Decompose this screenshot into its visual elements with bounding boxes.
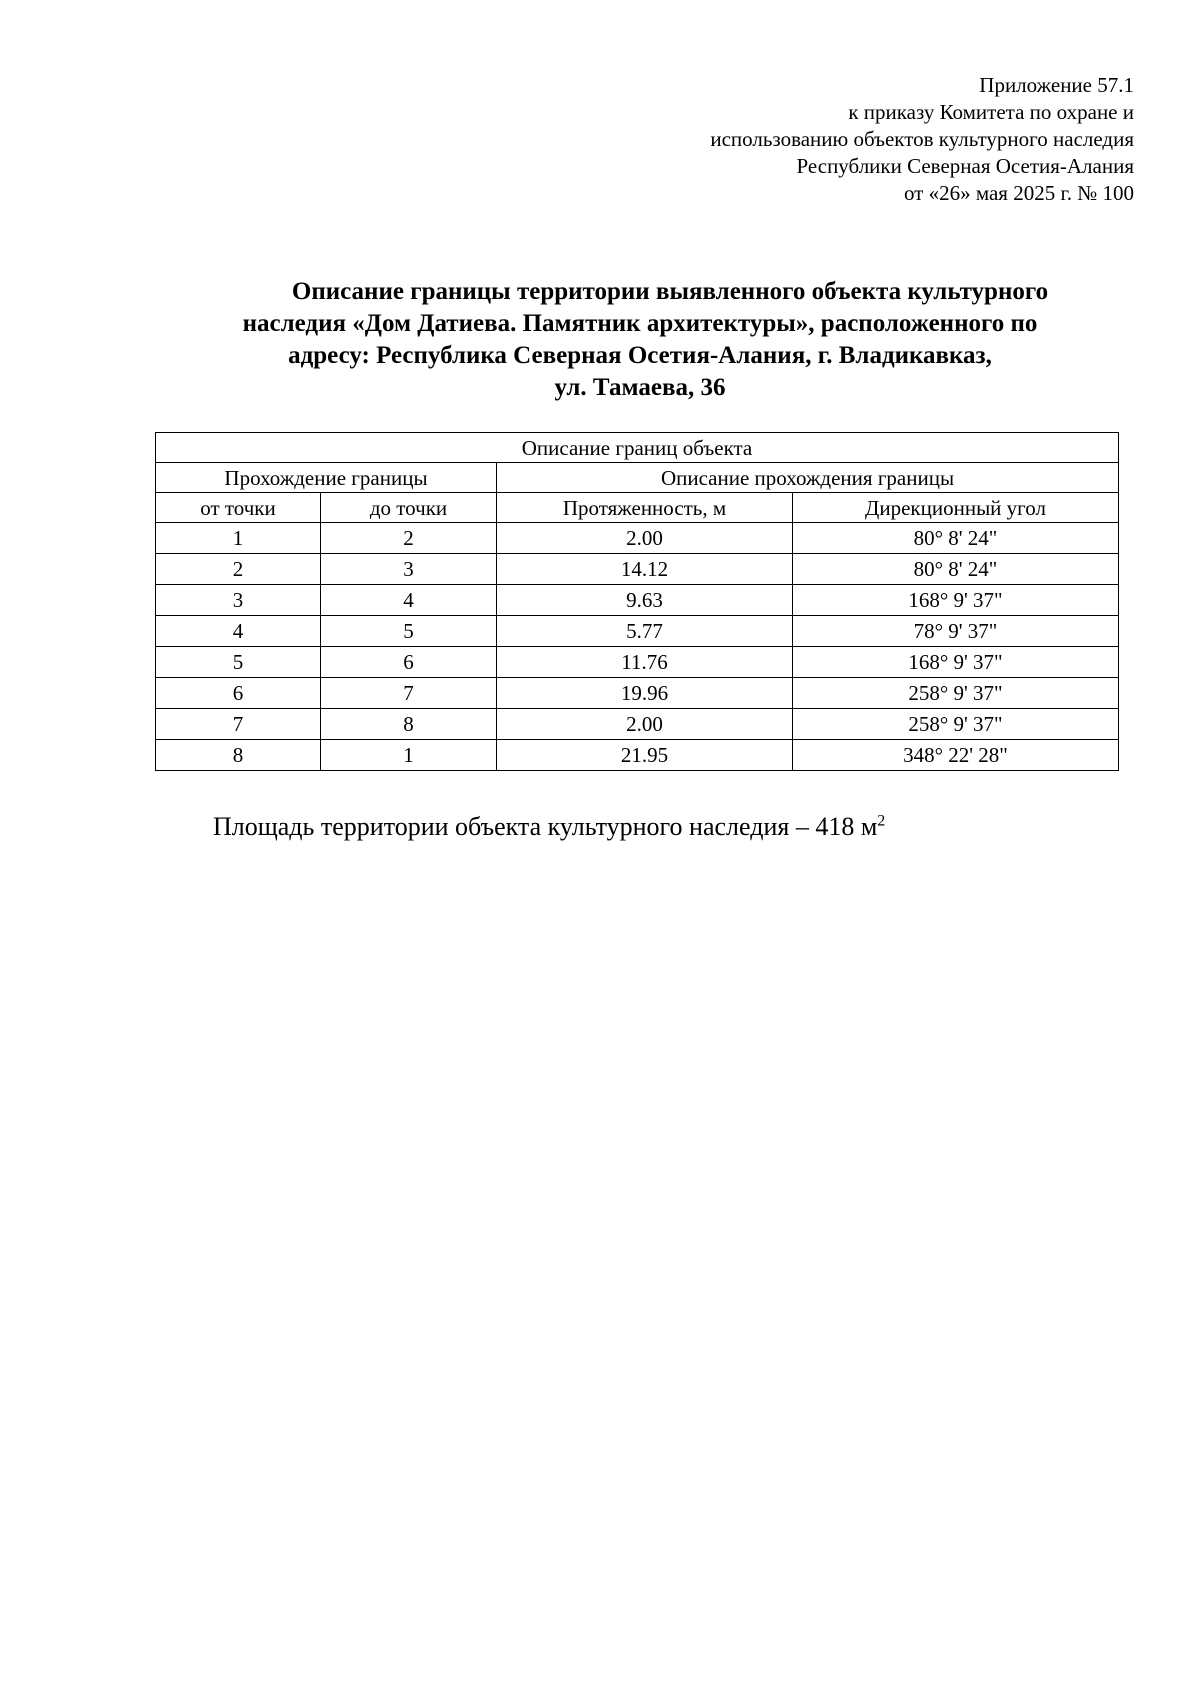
cell-length: 11.76 <box>497 647 793 678</box>
appendix-header <box>710 72 1134 207</box>
area-statement <box>213 812 885 842</box>
cell-to-point: 7 <box>321 678 497 709</box>
cell-length: 19.96 <box>497 678 793 709</box>
area-unit-superscript: 2 <box>877 812 886 830</box>
boundary-table <box>155 432 1119 771</box>
group-header-description: Описание прохождения границы <box>497 463 1119 493</box>
cell-angle: 80° 8' 24" <box>793 554 1119 585</box>
cell-angle: 168° 9' 37" <box>793 585 1119 616</box>
cell-to-point: 3 <box>321 554 497 585</box>
cell-angle: 78° 9' 37" <box>793 616 1119 647</box>
cell-to-point: 1 <box>321 740 497 771</box>
cell-from-point: 5 <box>156 647 321 678</box>
cell-from-point: 6 <box>156 678 321 709</box>
cell-length: 21.95 <box>497 740 793 771</box>
cell-from-point: 4 <box>156 616 321 647</box>
column-header-angle: Дирекционный угол <box>793 493 1119 523</box>
order-date: от «26» мая 2025 г. № 100 <box>903 181 1134 205</box>
title-line: адресу: Республика Северная Осетия-Алания, г. Владикавказ, <box>288 342 992 369</box>
title-line: Описание границы территории выявленного объекта культурного <box>291 278 1049 305</box>
cell-from-point: 3 <box>156 585 321 616</box>
cell-length: 2.00 <box>497 523 793 554</box>
title-line: ул. Тамаева, 36 <box>554 374 726 401</box>
cell-length: 14.12 <box>497 554 793 585</box>
cell-to-point: 4 <box>321 585 497 616</box>
cell-angle: 168° 9' 37" <box>793 647 1119 678</box>
cell-to-point: 2 <box>321 523 497 554</box>
cell-angle: 80° 8' 24" <box>793 523 1119 554</box>
cell-angle: 258° 9' 37" <box>793 678 1119 709</box>
table-row <box>156 523 1119 554</box>
table-row <box>156 647 1119 678</box>
cell-to-point: 8 <box>321 709 497 740</box>
table-row <box>156 740 1119 771</box>
order-reference: к приказу Комитета по охране и <box>848 100 1134 124</box>
republic-name: Республики Северная Осетия-Алания <box>796 154 1134 178</box>
cell-from-point: 7 <box>156 709 321 740</box>
table-group-row <box>156 463 1119 493</box>
table-row <box>156 585 1119 616</box>
cell-length: 5.77 <box>497 616 793 647</box>
cell-length: 2.00 <box>497 709 793 740</box>
group-header-passage: Прохождение границы <box>156 463 497 493</box>
table-column-row <box>156 493 1119 523</box>
cell-length: 9.63 <box>497 585 793 616</box>
area-text: Площадь территории объекта культурного наследия – 418 м <box>213 812 878 841</box>
table-caption: Описание границ объекта <box>156 433 1119 463</box>
table-row <box>156 554 1119 585</box>
column-header-from: от точки <box>156 493 321 523</box>
cell-from-point: 2 <box>156 554 321 585</box>
cell-from-point: 1 <box>156 523 321 554</box>
table-row <box>156 709 1119 740</box>
cell-to-point: 5 <box>321 616 497 647</box>
column-header-length: Протяженность, м <box>497 493 793 523</box>
appendix-number: Приложение 57.1 <box>979 73 1134 97</box>
cell-angle: 258° 9' 37" <box>793 709 1119 740</box>
cell-angle: 348° 22' 28" <box>793 740 1119 771</box>
table-row <box>156 678 1119 709</box>
title-line: наследия «Дом Датиева. Памятник архитектуры», расположенного по <box>242 310 1038 337</box>
table-row <box>156 616 1119 647</box>
cell-from-point: 8 <box>156 740 321 771</box>
cell-to-point: 6 <box>321 647 497 678</box>
document-title <box>180 276 1100 404</box>
committee-name: использованию объектов культурного наследия <box>710 127 1134 151</box>
column-header-to: до точки <box>321 493 497 523</box>
table-caption-row <box>156 433 1119 463</box>
